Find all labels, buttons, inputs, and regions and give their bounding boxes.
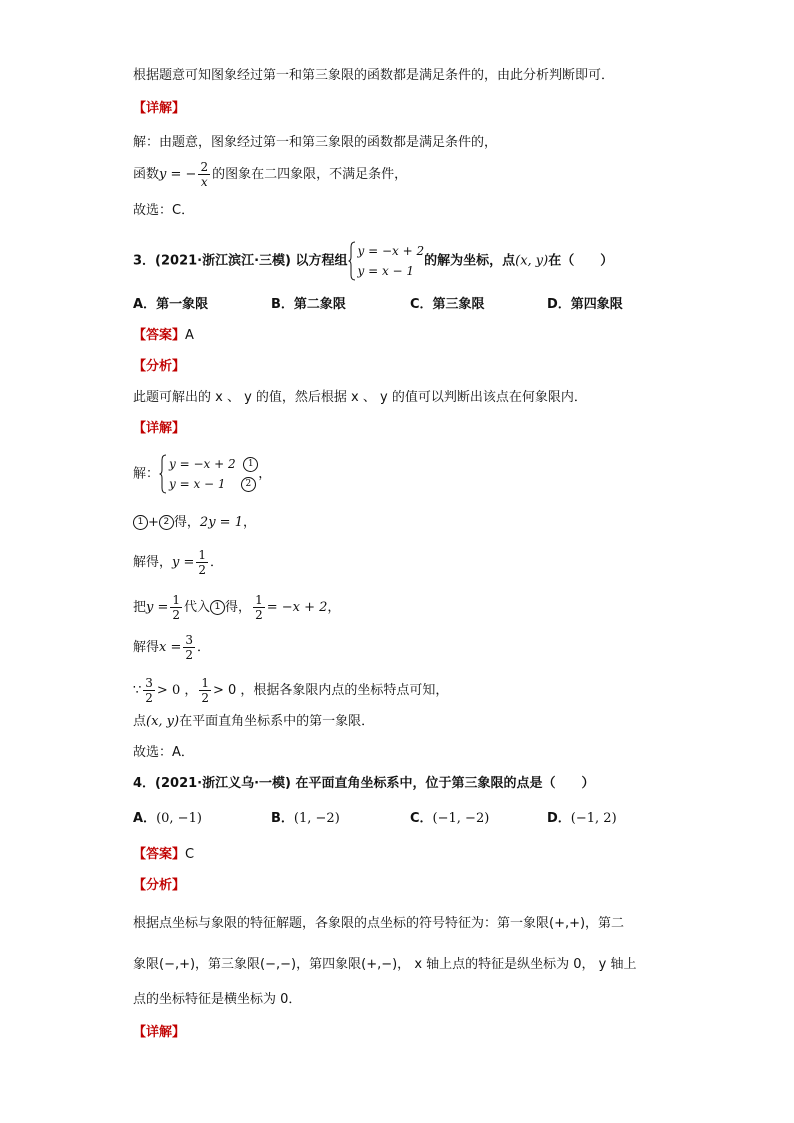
analysis-text: 根据题意可知图象经过第一和第三象限的函数都是满足条件的，由此分析判断即可．	[133, 68, 615, 83]
step-6	[133, 713, 374, 731]
option-b[interactable]: B．第二象限	[271, 297, 346, 312]
text: ．	[210, 555, 224, 570]
analysis-text: 根据点坐标与象限的特征解题，各象限的点坐标的符号特征为：第一象限(+,+)，第二	[133, 916, 625, 931]
text: 点	[133, 714, 147, 729]
step-3	[133, 593, 340, 622]
text: 得，	[225, 600, 252, 615]
text: ，	[327, 600, 341, 615]
detail-tag: 【详解】	[133, 101, 186, 116]
circled-number-icon: 2	[159, 515, 174, 530]
text: 的图象在二四象限，不满足条件，	[212, 167, 408, 182]
text: ，	[242, 515, 256, 530]
option-c[interactable]: C．第三象限	[410, 297, 485, 312]
analysis-tag: 【分析】	[133, 878, 186, 893]
text: 解得	[133, 640, 160, 655]
text: 把	[133, 600, 147, 615]
equation-2: y = x − 1 2	[169, 474, 258, 494]
options-row	[133, 810, 693, 828]
detail-line: 解：由题意，图象经过第一和第三象限的函数都是满足条件的，	[133, 135, 498, 150]
question-4-stem: 4．(2021·浙江义乌·一模) 在平面直角坐标系中，位于第三象限的点是（ ）	[133, 776, 595, 791]
answer-value: C	[185, 847, 195, 862]
option-a[interactable]: A．第一象限	[133, 297, 209, 312]
option-a[interactable]: A．(0, −1)	[133, 811, 202, 826]
detail-tag: 【详解】	[133, 421, 186, 436]
math-expr: y =	[172, 555, 195, 570]
text: 代入	[184, 600, 211, 615]
text: 在平面直角坐标系中的第一象限．	[179, 714, 375, 729]
stem-mid: 的解为坐标，点	[424, 253, 516, 269]
step-5	[133, 676, 448, 705]
conclusion: 故选：A．	[133, 745, 194, 760]
math-expr: = −x + 2	[266, 600, 328, 615]
text: ，	[258, 466, 272, 482]
conclusion: 故选：C．	[133, 203, 195, 218]
function-line	[133, 160, 407, 189]
step-4	[133, 633, 210, 662]
text: > 0 ，根据各象限内点的坐标特点可知，	[213, 683, 449, 698]
equation-system	[348, 241, 425, 281]
options-row	[133, 296, 693, 314]
equation-system	[159, 454, 258, 494]
brace-icon	[159, 454, 167, 494]
numerator: 2	[200, 160, 209, 174]
analysis-text: 此题可解出的 x 、 y 的值，然后根据 x 、 y 的值可以判断出该点在何象限内．	[133, 390, 587, 405]
math-var: y	[159, 167, 167, 182]
text: 解：	[133, 466, 160, 482]
circled-number-icon: 1	[210, 600, 225, 615]
analysis-text: 点的坐标特征是横坐标为 0．	[133, 992, 302, 1007]
answer-tag: 【答案】	[133, 847, 186, 862]
fraction: $\frac{1}{2}$	[172, 593, 181, 622]
answer-line	[133, 846, 194, 864]
text: ．	[197, 640, 211, 655]
fraction: $\frac{1}{2}$	[198, 548, 207, 577]
math-expr: y =	[146, 600, 169, 615]
analysis-text: 象限(−,+)，第三象限(−,−)，第四象限(+,−)， x 轴上点的特征是纵坐标为 0， y 轴上	[133, 957, 637, 972]
fraction	[198, 160, 210, 189]
fraction: $\frac{1}{2}$	[255, 593, 263, 622]
answer-tag: 【答案】	[133, 328, 186, 343]
equation-1: y = −x + 2	[357, 244, 425, 258]
brace-icon	[348, 241, 356, 281]
option-d[interactable]: D．(−1, 2)	[547, 811, 617, 826]
text: ∵	[133, 683, 142, 698]
point: (x, y)	[146, 714, 180, 729]
text: 函数	[133, 167, 160, 182]
math-op: = −	[166, 167, 197, 182]
text: > 0 ，	[156, 683, 198, 698]
math-op: +	[148, 515, 159, 530]
equation-2: y = x − 1	[357, 264, 415, 278]
option-b[interactable]: B．(1, −2)	[271, 811, 340, 826]
question-3-stem	[133, 241, 613, 281]
option-c[interactable]: C．(−1, −2)	[410, 811, 490, 826]
analysis-tag: 【分析】	[133, 359, 186, 374]
step-1	[133, 514, 256, 532]
fraction: $\frac{3}{2}$	[145, 676, 153, 705]
text: 得，	[173, 515, 200, 530]
answer-value: A	[185, 328, 194, 343]
equation-1: y = −x + 2 1	[169, 454, 258, 474]
solution-system	[133, 454, 271, 494]
circled-number-icon: 2	[241, 477, 256, 492]
denominator: x	[200, 175, 208, 189]
detail-tag: 【详解】	[133, 1025, 186, 1040]
text: 解得，	[133, 555, 173, 570]
fraction: $\frac{3}{2}$	[185, 633, 194, 662]
fraction: $\frac{1}{2}$	[201, 676, 209, 705]
circled-number-icon: 1	[243, 457, 258, 472]
answer-line	[133, 327, 194, 345]
stem-prefix: 3．(2021·浙江滨江·三模) 以方程组	[133, 253, 348, 269]
point: (x, y)	[515, 253, 549, 269]
math-expr: x =	[159, 640, 182, 655]
stem-suffix: 在（ ）	[548, 253, 614, 269]
math-expr: 2y = 1	[199, 515, 243, 530]
step-2	[133, 548, 223, 577]
circled-number-icon: 1	[133, 515, 148, 530]
option-d[interactable]: D．第四象限	[547, 297, 623, 312]
